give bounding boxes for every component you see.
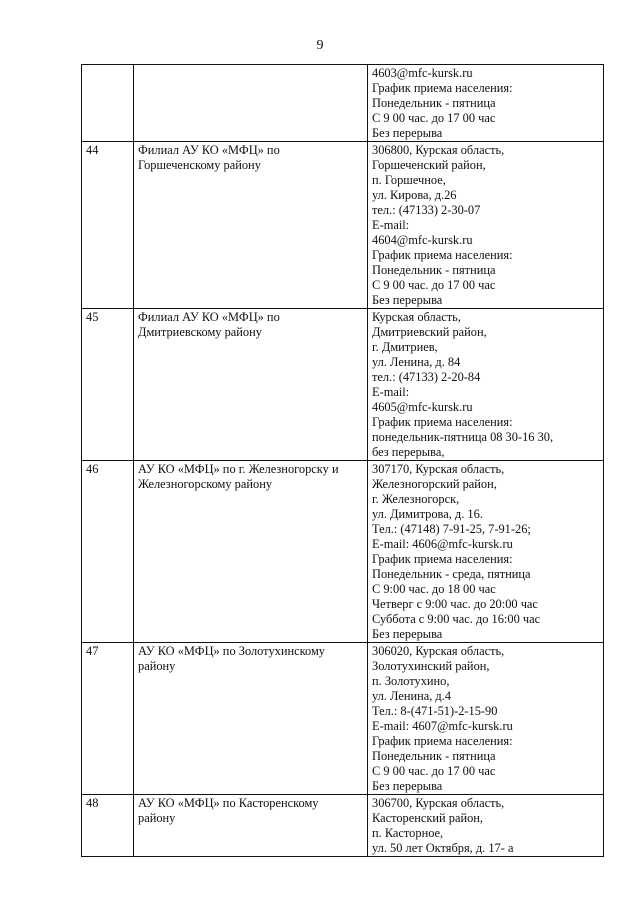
contact-line: Горшеченский район, [372, 158, 486, 172]
contact-line: Тел.: (47148) 7-91-25, 7-91-26; [372, 522, 531, 536]
table-row [82, 65, 604, 142]
branch-name-line: АУ КО «МФЦ» по Касторенскому [138, 796, 319, 810]
contact-line: Понедельник - пятница [372, 263, 496, 277]
contact-line: График приема населения: [372, 248, 513, 262]
row-number-cell: 45 [82, 309, 134, 461]
contact-line: Понедельник - пятница [372, 749, 496, 763]
contact-line: E-mail: 4606@mfc-kursk.ru [372, 537, 513, 551]
branch-name-line: Филиал АУ КО «МФЦ» по [138, 143, 280, 157]
contact-line: С 9:00 час. до 18 00 час [372, 582, 496, 596]
contact-line: без перерыва, [372, 445, 445, 459]
branch-contact-cell [368, 461, 604, 643]
branch-name-line: Дмитриевскому району [138, 325, 262, 339]
contact-line: Четверг с 9:00 час. до 20:00 час [372, 597, 538, 611]
row-number-cell [82, 65, 134, 142]
contact-line: п. Касторное, [372, 826, 444, 840]
contact-line: г. Дмитриев, [372, 340, 438, 354]
contact-line: 4604@mfc-kursk.ru [372, 233, 473, 247]
contact-line: ул. 50 лет Октября, д. 17- а [372, 841, 514, 855]
table-body [82, 65, 604, 857]
contact-line: ул. Ленина, д.4 [372, 689, 452, 703]
table-row [82, 142, 604, 309]
contact-line: 306700, Курская область, [372, 796, 505, 810]
table-row [82, 309, 604, 461]
contact-line: E-mail: [372, 385, 410, 399]
contact-line: Железногорский район, [372, 477, 497, 491]
contact-line: Тел.: 8-(471-51)-2-15-90 [372, 704, 498, 718]
branch-name-line: АУ КО «МФЦ» по Золотухинскому [138, 644, 325, 658]
contact-line: ул. Димитрова, д. 16. [372, 507, 483, 521]
contact-line: тел.: (47133) 2-20-84 [372, 370, 481, 384]
table-row [82, 461, 604, 643]
page-number: 9 [316, 38, 324, 53]
contact-line: График приема населения: [372, 734, 513, 748]
branch-name-line: району [138, 811, 176, 825]
branch-name-line: АУ КО «МФЦ» по г. Железногорску и [138, 462, 339, 476]
contact-line: Понедельник - пятница [372, 96, 496, 110]
contact-line: Касторенский район, [372, 811, 484, 825]
contact-line: График приема населения: [372, 415, 513, 429]
contact-line: тел.: (47133) 2-30-07 [372, 203, 481, 217]
row-number-cell: 46 [82, 461, 134, 643]
contact-line: п. Горшечное, [372, 173, 446, 187]
branch-contact-cell [368, 795, 604, 857]
branch-contact-cell [368, 643, 604, 795]
branch-contact-cell [368, 142, 604, 309]
table-row [82, 795, 604, 857]
branch-name-cell [134, 643, 368, 795]
branch-name-line: району [138, 659, 176, 673]
contact-line: С 9 00 час. до 17 00 час [372, 764, 496, 778]
contact-line: 306020, Курская область, [372, 644, 505, 658]
contact-line: г. Железногорск, [372, 492, 460, 506]
contact-line: Без перерыва [372, 126, 443, 140]
contact-line: E-mail: [372, 218, 410, 232]
branch-name-line: Филиал АУ КО «МФЦ» по [138, 310, 280, 324]
contact-line: С 9 00 час. до 17 00 час [372, 278, 496, 292]
contact-line: 4603@mfc-kursk.ru [372, 66, 473, 80]
table-row [82, 643, 604, 795]
contact-line: С 9 00 час. до 17 00 час [372, 111, 496, 125]
contact-line: п. Золотухино, [372, 674, 450, 688]
branch-name-cell [134, 795, 368, 857]
contact-line: Без перерыва [372, 779, 443, 793]
contact-line: График приема населения: [372, 81, 513, 95]
contact-line: 306800, Курская область, [372, 143, 505, 157]
branch-name-cell [134, 309, 368, 461]
branch-name-cell [134, 65, 368, 142]
contact-line: График приема населения: [372, 552, 513, 566]
contact-line: Без перерыва [372, 293, 443, 307]
contact-line: 307170, Курская область, [372, 462, 505, 476]
row-number-cell: 48 [82, 795, 134, 857]
contact-line: E-mail: 4607@mfc-kursk.ru [372, 719, 513, 733]
contact-line: Без перерыва [372, 627, 443, 641]
branch-contact-cell [368, 309, 604, 461]
row-number-cell: 47 [82, 643, 134, 795]
contact-line: ул. Ленина, д. 84 [372, 355, 461, 369]
contact-line: Суббота с 9:00 час. до 16:00 час [372, 612, 541, 626]
contact-line: Дмитриевский район, [372, 325, 487, 339]
branch-name-cell [134, 142, 368, 309]
contact-line: ул. Кирова, д.26 [372, 188, 457, 202]
branch-name-cell [134, 461, 368, 643]
mfc-branches-table [81, 64, 604, 857]
contact-line: Понедельник - среда, пятница [372, 567, 531, 581]
contact-line: Курская область, [372, 310, 461, 324]
contact-line: Золотухинский район, [372, 659, 490, 673]
branch-name-line: Горшеченскому району [138, 158, 261, 172]
contact-line: понедельник-пятница 08 30-16 30, [372, 430, 554, 444]
contact-line: 4605@mfc-kursk.ru [372, 400, 473, 414]
branch-name-line: Железногорскому району [138, 477, 273, 491]
branch-contact-cell [368, 65, 604, 142]
row-number-cell: 44 [82, 142, 134, 309]
